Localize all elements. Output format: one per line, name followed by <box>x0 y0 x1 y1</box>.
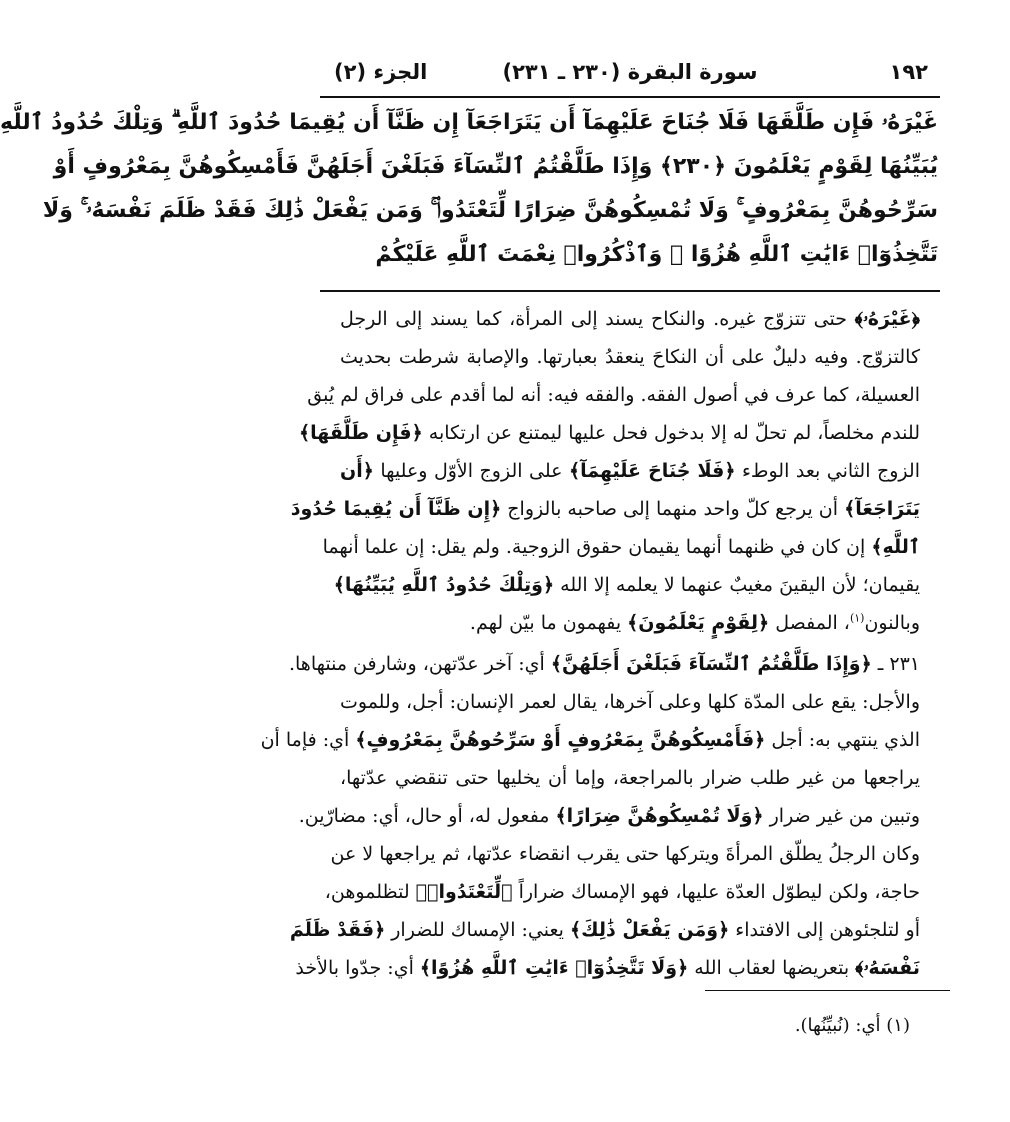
verse-number: ٢٣١ ـ <box>871 653 920 675</box>
footnote-rule <box>705 990 950 991</box>
commentary-text: إن كان في ظنهما أنهما يقيمان حقوق الزوجية. ولم يقل: إن علما أنهما <box>322 536 872 558</box>
quran-quote: ﴿إِن ظَنَّآ أَن يُقِيمَا حُدُودَ <box>290 498 502 520</box>
commentary-text: أي: جدّوا بالأخذ <box>295 957 420 979</box>
page-header <box>328 58 932 94</box>
commentary-text: يراجعها من غير طلب ضرار بالمراجعة، وإما أن يخليها حتى تنقضي عدّتها، <box>340 767 920 789</box>
verse-line: غَيْرَهُۥ فَإِن طَلَّقَهَا فَلَا جُنَاحَ عَلَيْهِمَآ أَن يَتَرَاجَعَآ إِن ظَنَّآ أَن يُقِيمَا حُدُودَ ٱللَّهِ ۗ وَتِلْكَ حُدُودُ ٱللَّهِ <box>0 110 938 135</box>
commentary-text: والأجل: يقع على المدّة كلها وعلى آخرها، يقال لعمر الإنسان: أجل، وللموت <box>340 691 920 713</box>
quran-quote: ﴿وَلَا تَتَّخِذُوٓا۟ ءَايَٰتِ ٱللَّهِ هُزُوًا﴾ <box>419 957 689 979</box>
commentary-text: يعني: الإمساك للضرار <box>385 919 570 941</box>
commentary-line <box>340 300 920 338</box>
commentary-line <box>340 452 920 490</box>
quran-quote: ﴿وَلَا تُمْسِكُوهُنَّ ضِرَارًا﴾ <box>555 805 764 827</box>
quran-quote: يَتَرَاجَعَآ﴾ <box>844 498 920 520</box>
quran-quote: ﴿فَإِن طَلَّقَهَا﴾ <box>299 422 423 444</box>
commentary-text: أو لتلجئوهن إلى الافتداء <box>729 919 920 941</box>
commentary-text: وبالنون <box>864 612 920 634</box>
commentary-text: يقيمان؛ لأن اليقينَ مغيبٌ عنهما لا يعلمه إلا الله <box>554 574 920 596</box>
commentary-line <box>340 759 920 797</box>
commentary-line <box>295 949 920 987</box>
commentary-line <box>299 414 920 452</box>
page-number: ١٩٢ <box>889 60 928 84</box>
commentary-text: حتى تتزوّج غيره. والنكاح يسند إلى المرأة، كما يسند إلى الرجل <box>340 308 855 330</box>
commentary-text: أي: آخر عدّتهن، وشارفن منتهاها. <box>288 653 551 675</box>
commentary-line <box>290 490 920 528</box>
commentary-line <box>340 338 920 376</box>
quran-quote: ﴿أَن <box>340 460 374 482</box>
commentary-text: وكان الرجلُ يطلّق المرأةَ ويتركها حتى يقرب انقضاء عدّتها، ثم يراجعها لا عن <box>330 843 920 865</box>
footnote: (١) أي: (نُبيِّنُها). <box>794 1015 910 1036</box>
juz-label: الجزء (٢) <box>334 60 428 84</box>
commentary-text: العسيلة، كما عرف في أصول الفقه. والفقه فيه: أنه لما أقدم على فراق لم يُبق <box>307 384 920 406</box>
quran-quote: ﴿غَيْرَهُۥ﴾ <box>854 308 920 330</box>
commentary-line <box>340 604 920 642</box>
commentary-text: على الزوج الأوّل وعليها <box>373 460 569 482</box>
verse-line: سَرِّحُوهُنَّ بِمَعْرُوفٍ ۚ وَلَا تُمْسِكُوهُنَّ ضِرَارًا لِّتَعْتَدُوا۟ ۚ وَمَن يَفْعَلْ ذَٰلِكَ فَقَدْ ظَلَمَ نَفْسَهُۥ ۚ وَلَا <box>42 198 938 223</box>
commentary-line <box>260 721 920 759</box>
commentary-text: أن يرجع كلّ واحد منهما إلى صاحبه بالزواج <box>501 498 845 520</box>
commentary-line <box>298 797 920 835</box>
quran-quote: ﴿لِّتَعْتَدُوا۟﴾ <box>415 881 513 903</box>
commentary-line <box>288 645 920 683</box>
commentary-text: للندم مخلصاً، لم تحلّ له إلا بدخول فحل عليها ليمتنع عن ارتكابه <box>422 422 920 444</box>
header-rule <box>320 96 940 98</box>
quran-verse-block <box>0 102 938 286</box>
commentary-text: حاجة، ولكن ليطوّل العدّة عليها، فهو الإمساك ضراراً <box>512 881 920 903</box>
commentary-text: مفعول له، أو حال، أي: مضارّين. <box>298 805 556 827</box>
quran-quote: ﴿وَمَن يَفْعَلْ ذَٰلِكَ﴾ <box>570 919 730 941</box>
commentary-text: لتظلموهن، <box>324 881 416 903</box>
quran-quote: ﴿فَأَمْسِكُوهُنَّ بِمَعْرُوفٍ أَوْ سَرِّحُوهُنَّ بِمَعْرُوفٍ﴾ <box>355 729 766 751</box>
quran-quote: نَفْسَهُۥ﴾ <box>855 957 920 979</box>
commentary-text: بتعريضها لعقاب الله <box>688 957 856 979</box>
verse-line: تَتَّخِذُوٓا۟ ءَايَٰتِ ٱللَّهِ هُزُوًا ۚ وَٱذْكُرُوا۟ نِعْمَتَ ٱللَّهِ عَلَيْكُمْ <box>375 242 938 267</box>
commentary-line <box>322 528 920 566</box>
surah-title: سورة البقرة (٢٣٠ ـ ٢٣١) <box>502 60 758 84</box>
commentary-line <box>307 376 920 414</box>
commentary-line <box>324 873 920 911</box>
quran-quote: ﴿وَتِلْكَ حُدُودُ ٱللَّهِ يُبَيِّنُهَا﴾ <box>333 574 555 596</box>
commentary-text: ، المفصل <box>769 612 850 634</box>
verse-rule <box>320 290 940 292</box>
quran-quote: ﴿فَقَدْ ظَلَمَ <box>289 919 386 941</box>
commentary-line <box>289 911 920 949</box>
commentary-text: الذي ينتهي به: أجل <box>765 729 920 751</box>
commentary-line <box>340 683 920 721</box>
quran-quote: ﴿فَلَا جُنَاحَ عَلَيْهِمَآ﴾ <box>569 460 736 482</box>
quran-quote: ٱللَّهِ﴾ <box>871 536 920 558</box>
quran-quote: ﴿لِقَوْمٍ يَعْلَمُونَ﴾ <box>627 612 770 634</box>
commentary-text: أي: فإما أن <box>260 729 356 751</box>
commentary-line <box>333 566 920 604</box>
commentary-text: وتبين من غير ضرار <box>763 805 920 827</box>
quran-quote: ﴿وَإِذَا طَلَّقْتُمُ ٱلنِّسَآءَ فَبَلَغْنَ أَجَلَهُنَّ﴾ <box>550 653 872 675</box>
verse-line: يُبَيِّنُهَا لِقَوْمٍ يَعْلَمُونَ ﴿٢٣٠﴾ وَإِذَا طَلَّقْتُمُ ٱلنِّسَآءَ فَبَلَغْنَ أَجَلَهُنَّ فَأَمْسِكُوهُنَّ بِمَعْرُوفٍ أَوْ <box>53 154 938 179</box>
footnote-marker: (١) <box>849 611 865 625</box>
commentary-line <box>330 835 920 873</box>
commentary-text: الزوج الثاني بعد الوطء <box>735 460 920 482</box>
commentary-text: يفهمون ما بيّن لهم. <box>469 612 628 634</box>
commentary-text: كالتزوّج. وفيه دليلٌ على أن النكاحَ ينعقدُ بعبارتها. والإصابة شرطت بحديث <box>340 346 920 368</box>
